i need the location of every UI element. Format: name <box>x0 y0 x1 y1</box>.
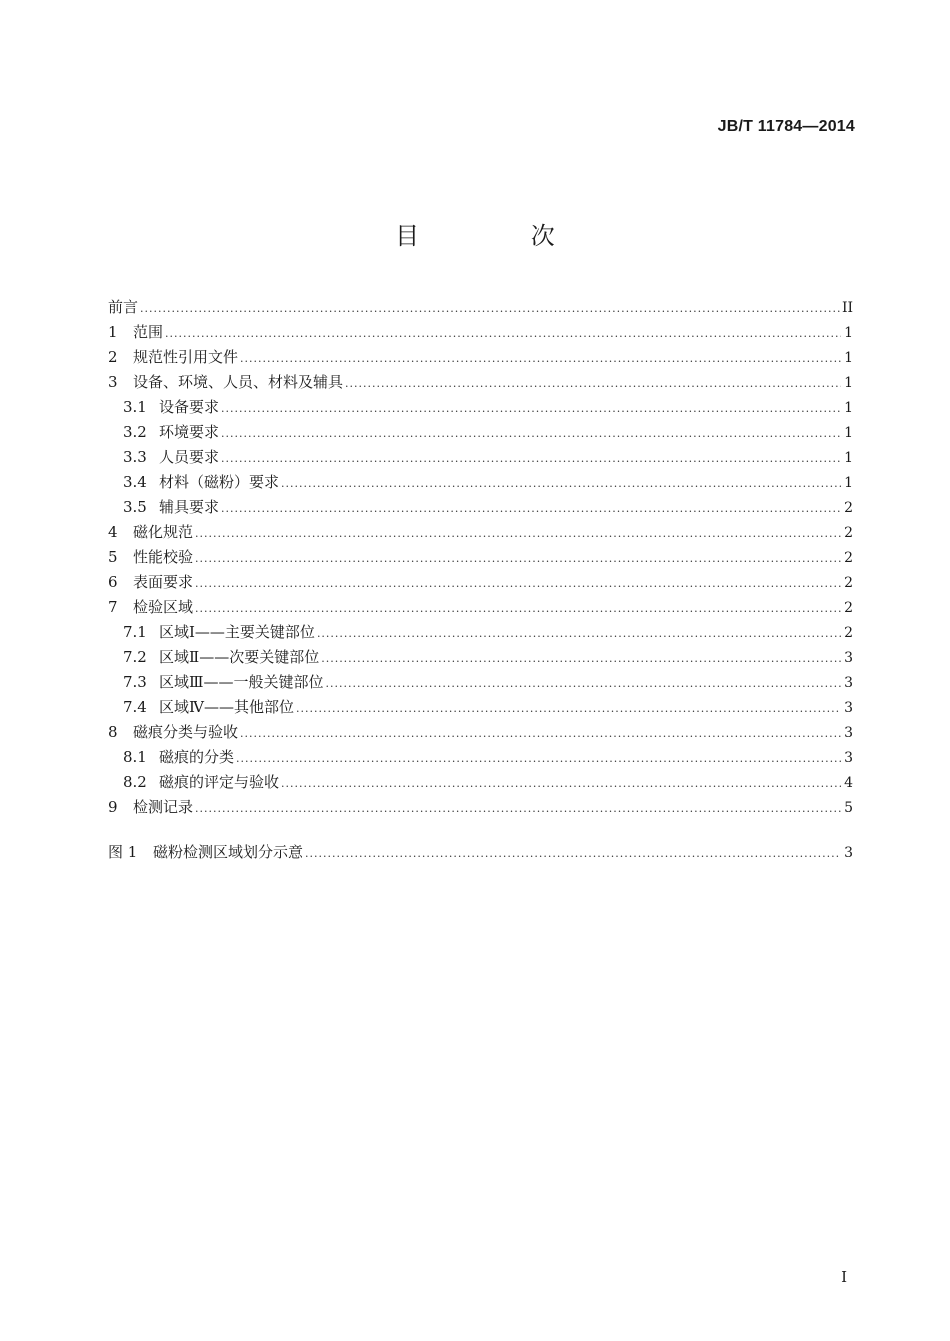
toc-title: 目 次 <box>395 222 607 250</box>
dot-leader <box>195 546 841 571</box>
dot-leader <box>317 621 841 646</box>
toc-entry[interactable] <box>108 695 853 720</box>
toc-entry[interactable] <box>108 495 853 520</box>
dot-leader <box>165 321 841 346</box>
toc-entry-page: 2 <box>844 550 853 566</box>
toc-entry-number: 2 <box>108 348 118 366</box>
toc-entry-number: 4 <box>108 523 118 541</box>
toc-entry-number: 3.2 <box>123 423 147 441</box>
toc-entry-label: 磁痕的分类 <box>159 748 235 766</box>
toc-entry[interactable] <box>108 570 853 595</box>
toc-entry[interactable] <box>108 670 853 695</box>
dot-leader <box>345 371 841 396</box>
toc-entry-page: 3 <box>844 700 853 716</box>
toc-entry-number: 7.4 <box>123 698 147 716</box>
toc-entry-page: 2 <box>844 500 853 516</box>
toc-entry-label: 前言 <box>108 298 139 316</box>
toc-entry-page: 3 <box>844 650 853 666</box>
toc-entry-label: 设备、环境、人员、材料及辅具 <box>133 373 344 391</box>
toc-entry-page: 2 <box>844 575 853 591</box>
toc-entry[interactable] <box>108 395 853 420</box>
toc-entry-label: 设备要求 <box>159 398 220 416</box>
toc-entry-label: 区域Ⅲ——一般关键部位 <box>159 673 324 691</box>
toc-entry[interactable] <box>108 795 853 820</box>
toc-entry-number: 5 <box>108 548 118 566</box>
toc-entry-page: 1 <box>844 350 853 366</box>
dot-leader <box>240 346 841 371</box>
toc-entry[interactable] <box>108 595 853 620</box>
toc-entry-label: 范围 <box>133 323 164 341</box>
toc-entry-label: 人员要求 <box>159 448 220 466</box>
toc-entry-label: 区域Ⅳ——其他部位 <box>159 698 294 716</box>
toc-entry-label: 辅具要求 <box>159 498 220 516</box>
toc-entry-label: 检测记录 <box>133 798 194 816</box>
dot-leader <box>221 421 841 446</box>
toc-entry-number: 6 <box>108 573 118 591</box>
toc-entry[interactable] <box>108 470 853 495</box>
toc-entry[interactable] <box>108 320 853 345</box>
toc-entry[interactable] <box>108 770 853 795</box>
toc-entry-label: 磁粉检测区域划分示意 <box>153 843 304 861</box>
toc-entries <box>108 295 853 820</box>
toc-entry[interactable] <box>108 420 853 445</box>
toc-entry-page: 3 <box>844 675 853 691</box>
table-of-contents <box>108 295 853 865</box>
toc-entry[interactable] <box>108 620 853 645</box>
toc-entry[interactable] <box>108 720 853 745</box>
toc-entry-number: 7.3 <box>123 673 147 691</box>
dot-leader <box>221 396 841 421</box>
toc-entry-label: 区域Ⅰ——主要关键部位 <box>159 623 315 641</box>
dot-leader <box>236 746 841 771</box>
toc-entry[interactable] <box>108 545 853 570</box>
toc-entry-label: 环境要求 <box>159 423 220 441</box>
toc-entry-number: 8.1 <box>123 748 147 766</box>
toc-entry-number: 图 1 <box>108 843 138 861</box>
toc-entry[interactable] <box>108 370 853 395</box>
toc-entry-label: 规范性引用文件 <box>133 348 239 366</box>
dot-leader <box>240 721 841 746</box>
dot-leader <box>195 596 841 621</box>
toc-entry[interactable] <box>108 645 853 670</box>
dot-leader <box>195 571 841 596</box>
page-number: I <box>841 1268 847 1286</box>
toc-entry-page: 1 <box>844 475 853 491</box>
toc-entry[interactable] <box>108 295 853 320</box>
dot-leader <box>140 296 840 321</box>
toc-entry[interactable] <box>108 840 853 865</box>
toc-entry-number: 1 <box>108 323 118 341</box>
toc-entry-number: 7 <box>108 598 118 616</box>
toc-entry-page: 1 <box>844 425 853 441</box>
toc-entry-page: 4 <box>844 775 853 791</box>
toc-entry[interactable] <box>108 445 853 470</box>
toc-entry-page: 1 <box>844 375 853 391</box>
toc-entry-label: 检验区域 <box>133 598 194 616</box>
toc-entry-number: 3.5 <box>123 498 147 516</box>
dot-leader <box>281 771 841 796</box>
toc-entry[interactable] <box>108 745 853 770</box>
toc-entry-page: 2 <box>844 600 853 616</box>
toc-entry-number: 7.1 <box>123 623 147 641</box>
toc-entry-page: 1 <box>844 400 853 416</box>
toc-entry-page: II <box>841 300 853 316</box>
toc-entry-page: 3 <box>844 725 853 741</box>
toc-entry-page: 5 <box>844 800 853 816</box>
toc-entry-page: 3 <box>844 750 853 766</box>
toc-entry-label: 区域Ⅱ——次要关键部位 <box>159 648 320 666</box>
toc-entry-label: 磁化规范 <box>133 523 194 541</box>
dot-leader <box>221 496 841 521</box>
toc-entry-page: 2 <box>844 625 853 641</box>
toc-entry-number: 3.3 <box>123 448 147 466</box>
toc-entry[interactable] <box>108 520 853 545</box>
toc-entry-number: 3.4 <box>123 473 147 491</box>
toc-entry-label: 表面要求 <box>133 573 194 591</box>
dot-leader <box>305 841 841 866</box>
toc-entry-number: 3.1 <box>123 398 147 416</box>
toc-entry-label: 材料（磁粉）要求 <box>159 473 280 491</box>
dot-leader <box>221 446 841 471</box>
toc-entry-number: 8 <box>108 723 118 741</box>
toc-entry[interactable] <box>108 345 853 370</box>
toc-entry-page: 3 <box>844 845 853 861</box>
dot-leader <box>325 671 841 696</box>
toc-figures <box>108 840 853 865</box>
dot-leader <box>321 646 841 671</box>
toc-entry-label: 磁痕的评定与验收 <box>159 773 280 791</box>
standard-code: JB/T 11784—2014 <box>717 118 855 135</box>
dot-leader <box>195 521 841 546</box>
dot-leader <box>281 471 841 496</box>
toc-entry-number: 3 <box>108 373 118 391</box>
toc-entry-page: 2 <box>844 525 853 541</box>
toc-entry-page: 1 <box>844 450 853 466</box>
toc-entry-label: 磁痕分类与验收 <box>133 723 239 741</box>
toc-entry-page: 1 <box>844 325 853 341</box>
dot-leader <box>296 696 841 721</box>
toc-entry-number: 8.2 <box>123 773 147 791</box>
toc-entry-number: 9 <box>108 798 118 816</box>
dot-leader <box>195 796 841 821</box>
toc-entry-label: 性能校验 <box>133 548 194 566</box>
toc-entry-number: 7.2 <box>123 648 147 666</box>
